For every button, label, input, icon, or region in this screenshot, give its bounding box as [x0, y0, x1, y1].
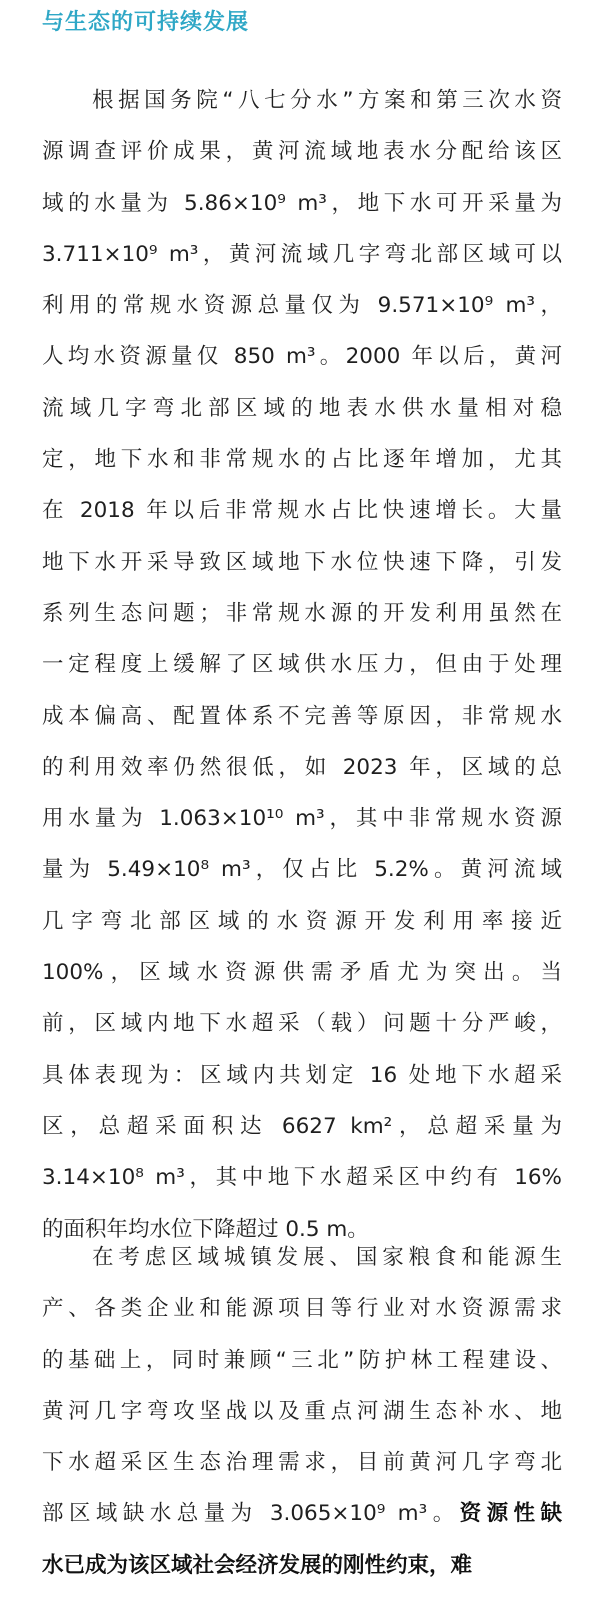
text-line: 产、各类企业和能源项目等行业对水资源需求 — [42, 1296, 562, 1322]
text-line: 几字弯北部区域的水资源开发利用率接近 — [42, 908, 562, 934]
paragraph-water-resources — [42, 75, 562, 1255]
text-line: 的利用效率仍然很低，如 2023 年，区域的总 — [42, 754, 562, 780]
text-line: 的基础上，同时兼顾“三北”防护林工程建设、 — [42, 1347, 562, 1373]
text-line: 的面积年均水位下降超过 0.5 m。 — [42, 1216, 369, 1242]
text-line: 在考虑区域城镇发展、国家粮食和能源生 — [92, 1245, 562, 1270]
text-line: 一定程度上缓解了区域供水压力，但由于处理 — [42, 652, 562, 678]
text-run: 部区域缺水总量为 3.065×10⁹ m³。 — [42, 1501, 460, 1527]
text-line: 前，区域内地下水超采（载）问题十分严峻， — [42, 1011, 562, 1037]
text-line: 系列生态问题；非常规水源的开发利用虽然在 — [42, 600, 562, 626]
paragraph-water-demand — [42, 1232, 562, 1591]
section-title: 与生态的可持续发展 — [42, 10, 250, 35]
text-line: 用水量为 1.063×10¹⁰ m³，其中非常规水资源 — [42, 806, 562, 832]
text-line: 源调查评价成果，黄河流域地表水分配给该区 — [42, 139, 562, 165]
text-line: 黄河几字弯攻坚战以及重点河湖生态补水、地 — [42, 1398, 562, 1424]
bold-emphasis: 水已成为该区域社会经济发展的刚性约束，难 — [42, 1552, 473, 1578]
text-line: 人均水资源量仅 850 m³。2000 年以后，黄河 — [42, 344, 562, 370]
text-line: 在 2018 年以后非常规水占比快速增长。大量 — [42, 498, 562, 524]
text-line: 成本偏高、配置体系不完善等原因，非常规水 — [42, 703, 562, 729]
text-line-with-emphasis — [42, 1488, 562, 1539]
text-line: 量为 5.49×10⁸ m³，仅占比 5.2%。黄河流域 — [42, 857, 562, 883]
text-line: 流域几字弯北部区域的地表水供水量相对稳 — [42, 395, 562, 421]
text-line: 地下水开采导致区域地下水位快速下降，引发 — [42, 549, 562, 575]
text-line: 域的水量为 5.86×10⁹ m³，地下水可开采量为 — [42, 190, 562, 216]
bold-emphasis: 资源性缺 — [459, 1501, 562, 1527]
text-line: 根据国务院“八七分水”方案和第三次水资 — [92, 88, 562, 113]
text-line: 定，地下水和非常规水的占比逐年增加，尤其 — [42, 447, 562, 473]
bold-text-line — [42, 1540, 562, 1591]
text-line: 区，总超采面积达 6627 km²，总超采量为 — [42, 1113, 562, 1139]
text-line: 利用的常规水资源总量仅为 9.571×10⁹ m³， — [42, 293, 562, 319]
text-line: 具体表现为：区域内共划定 16 处地下水超采 — [42, 1062, 562, 1088]
text-line: 下水超采区生态治理需求，目前黄河几字弯北 — [42, 1450, 562, 1476]
text-line: 3.711×10⁹ m³，黄河流域几字弯北部区域可以 — [42, 241, 562, 267]
text-line: 100%，区域水资源供需矛盾尤为突出。当 — [42, 960, 562, 986]
text-line: 3.14×10⁸ m³，其中地下水超采区中约有 16% — [42, 1165, 562, 1191]
